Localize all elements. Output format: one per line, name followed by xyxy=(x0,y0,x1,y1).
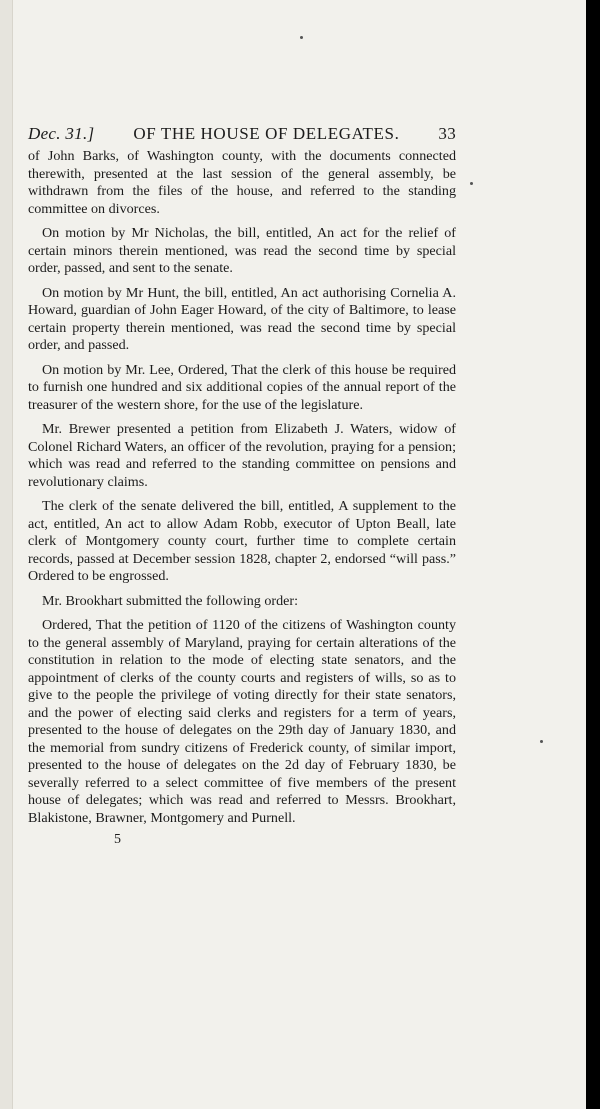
paragraph: Mr. Brewer presented a petition from Elizabeth J. Waters, widow of Colonel Richard Waters, an officer of the revolution, praying for a pension; which was read and referred to the standing committee on pensions and revolutionary claims. xyxy=(28,421,456,490)
paragraph: On motion by Mr. Lee, Ordered, That the clerk of this house be required to furnish one hundred and six additional copies of the annual report of the treasurer of the western shore, for the use of the legislature. xyxy=(28,361,456,413)
paragraph: Mr. Brookhart submitted the following order: xyxy=(42,592,298,609)
page-left-edge xyxy=(0,0,13,1109)
paragraph: of John Barks, of Washington county, with the documents connected therewith, presented at the last session of the general assembly, be withdrawn from the files of the house, and referred to the standing committee on divorces. xyxy=(28,148,456,217)
page-number: 33 xyxy=(438,124,456,143)
paragraph: Ordered, That the petition of 1120 of the citizens of Washington county to the general assembly of Maryland, praying for certain alterations of the constitution in relation to the mode of electing state senators, and the appointment of clerks of the county courts and registers of wills, so as to give to the people the privilege of voting directly for their state senators, and the power of electing said clerks and registers for a term of years, presented to the house of delegates on the 29th day of January 1830, and the memorial from sundry citizens of Frederick county, of similar import, presented to the house of delegates on the 2d day of February 1830, be severally referred to a select committee of five members of the present house of delegates; which was read and referred to Messrs. Brookhart, Blakistone, Brawner, Montgomery and Purnell. xyxy=(28,617,456,826)
paragraph: On motion by Mr Nicholas, the bill, entitled, An act for the relief of certain minors therein mentioned, was read the second time by special order, passed, and sent to the senate. xyxy=(28,225,456,276)
running-header xyxy=(28,124,456,144)
header-title: OF THE HOUSE OF DELEGATES. xyxy=(133,124,400,143)
paragraph: The clerk of the senate delivered the bill, entitled, A supplement to the act, entitled, An act to allow Adam Robb, executor of Upton Beall, late clerk of Montgomery county court, further time to complete certain records, passed at December session 1828, chapter 2, endorsed “will pass.” Ordered to be engrossed. xyxy=(28,498,456,584)
paragraph: On motion by Mr Hunt, the bill, entitled, An act authorising Cornelia A. Howard, guardian of John Eager Howard, of the city of Baltimore, to lease certain property therein mentioned, was read the second time by special order, and passed. xyxy=(28,284,456,353)
book-page xyxy=(28,124,456,848)
header-date: Dec. 31.] xyxy=(28,124,95,143)
signature-mark: 5 xyxy=(114,832,121,847)
paper-speck xyxy=(540,740,543,743)
scan-border xyxy=(586,0,600,1109)
paper-speck xyxy=(470,182,473,185)
paper-speck xyxy=(300,36,303,39)
